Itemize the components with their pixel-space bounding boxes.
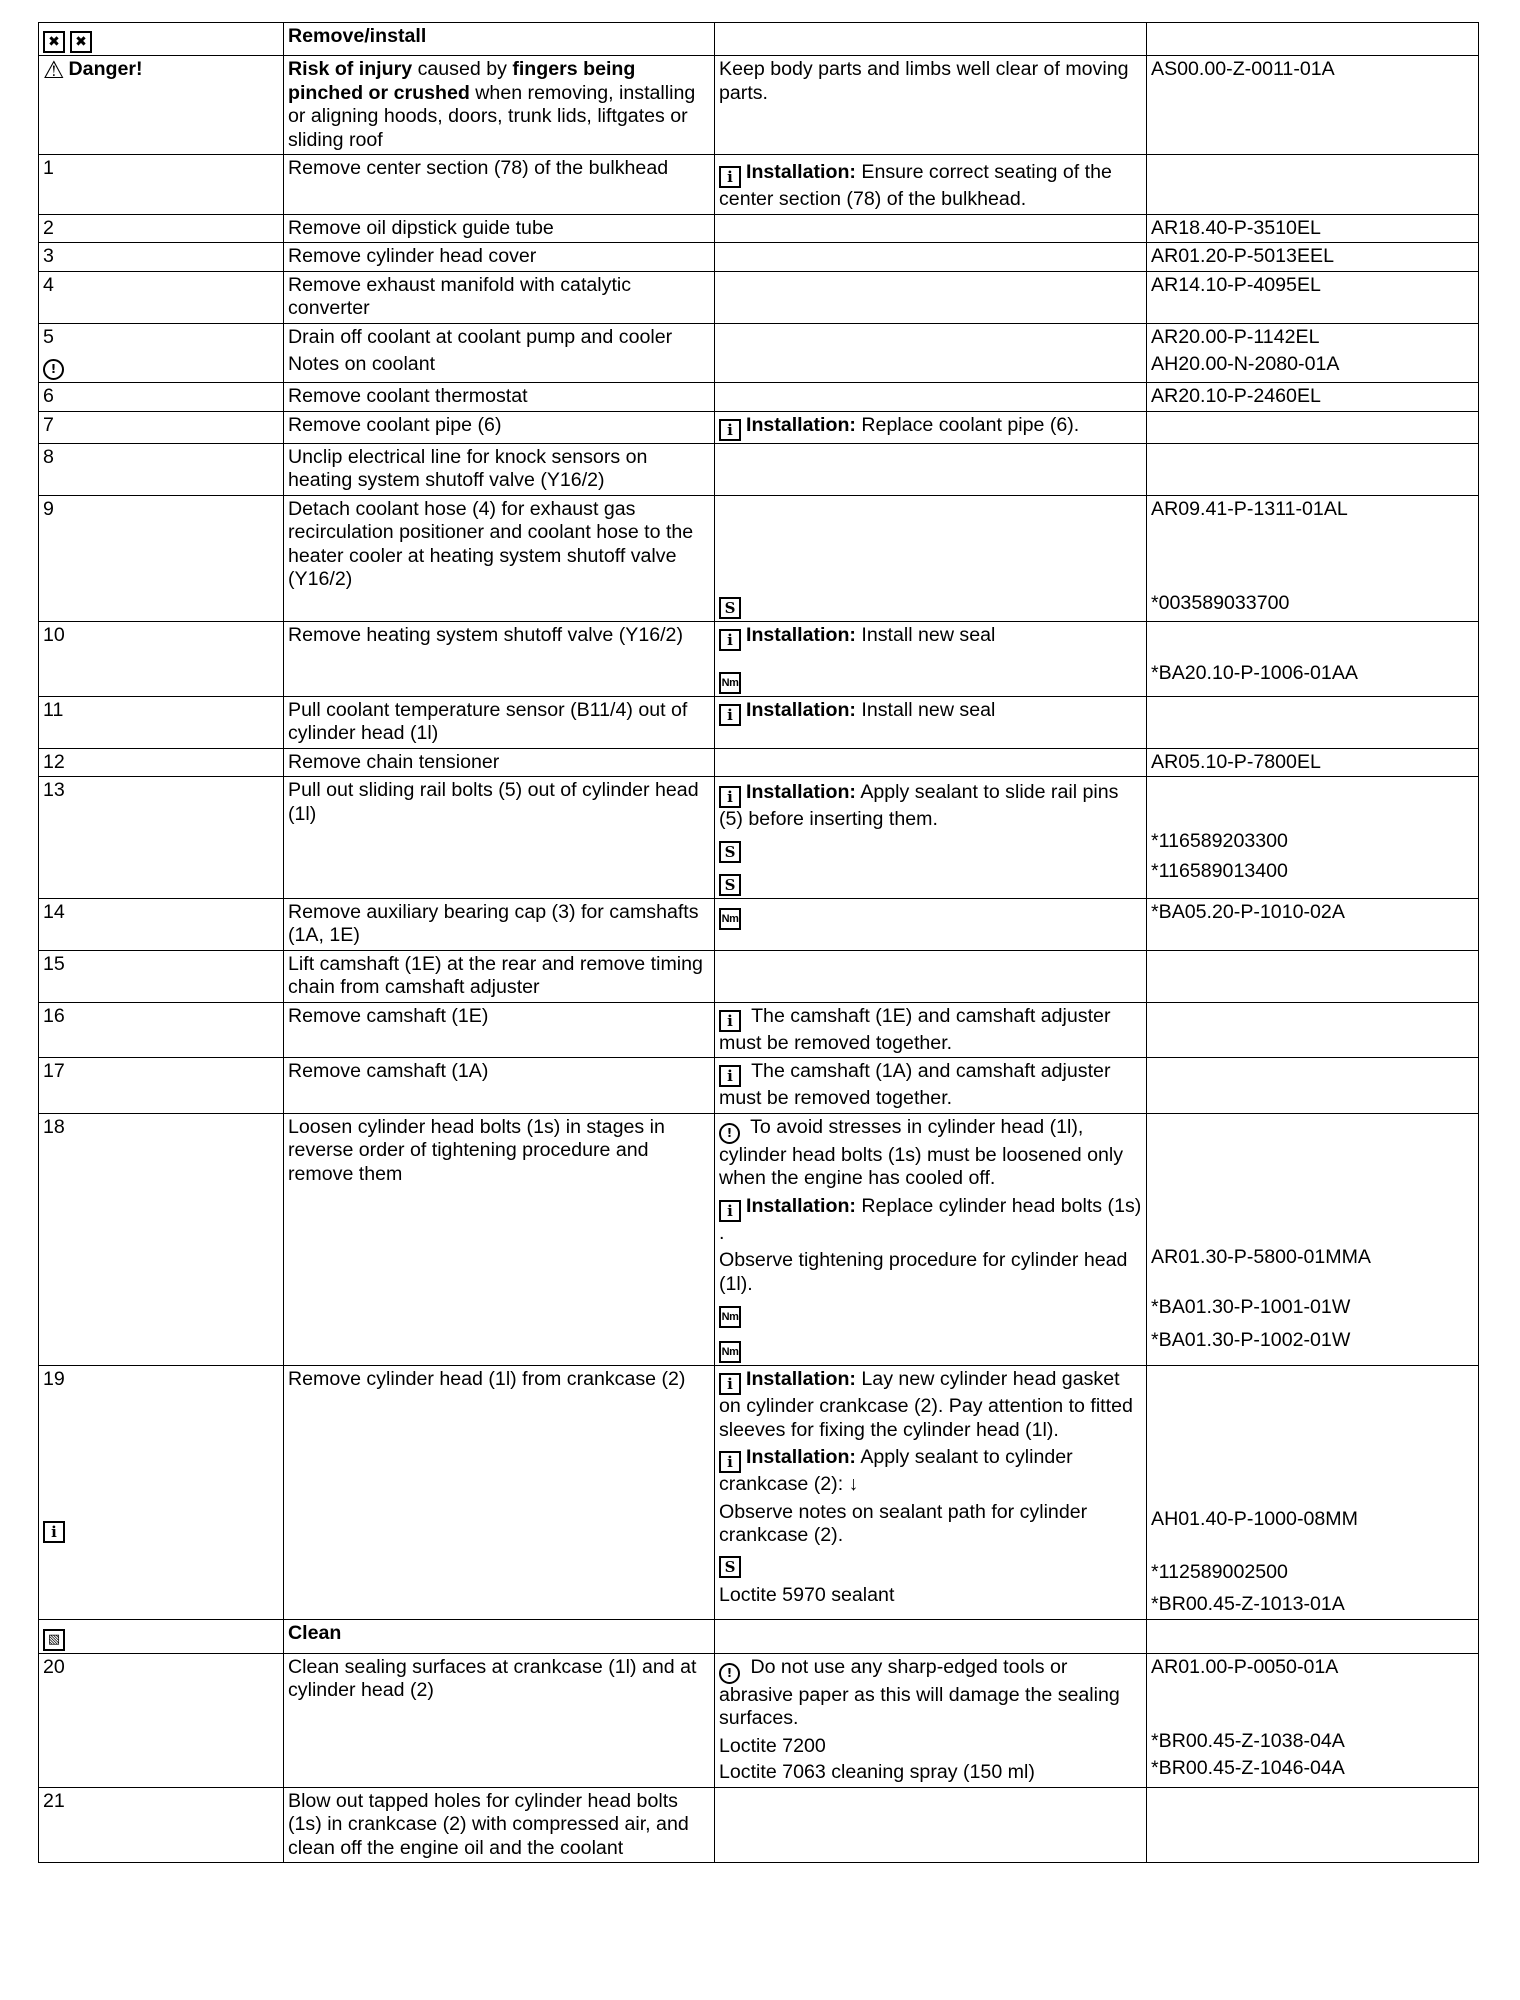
cleaner-ref: *BR00.45-Z-1046-04A	[1151, 1756, 1345, 1779]
step-number: 21	[39, 1787, 284, 1863]
cleaner-name: Loctite 7200	[719, 1734, 826, 1757]
step-number: 2	[39, 214, 284, 243]
step-ref: AR20.00-P-1142EL	[1151, 325, 1320, 348]
tool-ref: *116589013400	[1151, 859, 1288, 882]
step-text: Remove chain tensioner	[284, 748, 715, 777]
step-number: 19	[43, 1368, 65, 1390]
table-row	[39, 383, 1479, 412]
info-icon: i	[719, 1373, 741, 1395]
step-number: 14	[39, 898, 284, 950]
info-icon: i	[43, 1521, 65, 1543]
table-row	[39, 243, 1479, 272]
step-text: Blow out tapped holes for cylinder head bolts (1s) in crankcase (2) with compressed air, and clean off the engine oil and the coolant	[284, 1787, 715, 1863]
table-row	[39, 323, 1479, 383]
table-row-danger	[39, 56, 1479, 155]
step-number: 16	[39, 1002, 284, 1058]
note-icon: !	[719, 1663, 740, 1684]
table-row	[39, 1058, 1479, 1114]
table-row: 20 Clean sealing surfaces at crankcase (1l) and at cylinder head (2) ! Do not use any sharp-edged tools or abrasive paper as this will damage the sealing surfaces. Loctite 7200 Loctite 7063 cleaning spray (150 ml) AR01.00-P-0050-01A *BR00.45-Z-1038-04A *BR00.45-Z-1046-04A	[39, 1653, 1479, 1787]
step-number: 3	[39, 243, 284, 272]
remove-install-icon: ✖	[43, 31, 65, 53]
clean-icon: ▧	[43, 1629, 65, 1651]
section-icon-cell	[39, 23, 284, 56]
step-text: Remove heating system shutoff valve (Y16/2)	[284, 621, 715, 696]
step-ref: AR20.10-P-2460EL	[1147, 383, 1479, 412]
step-note: i Installation: Replace coolant pipe (6).	[715, 411, 1147, 443]
step-number: 15	[39, 950, 284, 1002]
step-note: i The camshaft (1E) and camshaft adjuster must be removed together.	[715, 1002, 1147, 1058]
step-number: 10	[39, 621, 284, 696]
cleaner-name: Loctite 7063 cleaning spray (150 ml)	[719, 1761, 1035, 1783]
table-row	[39, 1787, 1479, 1863]
torque-ref: *BA20.10-P-1006-01AA	[1151, 661, 1358, 684]
step-note: i Installation: Install new seal	[715, 696, 1147, 748]
step-text: Remove camshaft (1A)	[284, 1058, 715, 1114]
table-row: 18 Loosen cylinder head bolts (1s) in stages in reverse order of tightening procedure and remove them ! To avoid stresses in cylinder head (1l), cylinder head bolts (1s) must be loosened only when the engine has cooled off. i Installation: Replace cylinder head bolts (1s) . Observe tightening procedure for cylinder head (1l). Nm Nm AR01.30-P-5800-01MMA *BA01.30-P-1001-01W *BA01.30-P-1002-01W	[39, 1113, 1479, 1366]
info-icon: i	[719, 1200, 741, 1222]
table-row	[39, 748, 1479, 777]
step-number: 12	[39, 748, 284, 777]
step-ref: AR01.20-P-5013EEL	[1147, 243, 1479, 272]
step-ref: AR01.30-P-5800-01MMA	[1151, 1245, 1371, 1268]
danger-note: Keep body parts and limbs well clear of moving parts.	[715, 56, 1147, 155]
step-number: 18	[39, 1113, 284, 1366]
tool-ref: *116589203300	[1151, 830, 1288, 852]
step-text: Pull out sliding rail bolts (5) out of cylinder head (1l)	[284, 777, 715, 899]
step-text: Remove oil dipstick guide tube	[284, 214, 715, 243]
torque-icon: Nm	[719, 1341, 741, 1363]
step-ref: AR05.10-P-7800EL	[1147, 748, 1479, 777]
special-tool-icon: S	[719, 1556, 741, 1578]
special-tool-icon: S	[719, 597, 741, 619]
table-row	[39, 696, 1479, 748]
info-icon: i	[719, 704, 741, 726]
info-icon: i	[719, 166, 741, 188]
step-text-secondary: Notes on coolant	[288, 353, 436, 375]
info-icon: i	[719, 419, 741, 441]
step-ref: AR01.00-P-0050-01A	[1151, 1655, 1339, 1678]
torque-icon: Nm	[719, 672, 741, 694]
step-text: Remove coolant pipe (6)	[284, 411, 715, 443]
torque-icon: Nm	[719, 1306, 741, 1328]
step-text: Pull coolant temperature sensor (B11/4) out of cylinder head (1l)	[284, 696, 715, 748]
step-number: 17	[39, 1058, 284, 1114]
step-number: 1	[39, 155, 284, 215]
section-title: Clean	[284, 1619, 715, 1653]
danger-ref: AS00.00-Z-0011-01A	[1147, 56, 1479, 155]
step-number: 8	[39, 443, 284, 495]
step-text: Remove exhaust manifold with catalytic converter	[284, 271, 715, 323]
table-row	[39, 271, 1479, 323]
remove-install-icon: ✖	[70, 31, 92, 53]
step-text: Detach coolant hose (4) for exhaust gas recirculation positioner and coolant hose to the heater cooler at heating system shutoff valve (Y16/2)	[284, 495, 715, 621]
section-header-remove-install	[39, 23, 1479, 56]
note-icon: !	[719, 1123, 740, 1144]
info-icon: i	[719, 1451, 741, 1473]
step-text: Unclip electrical line for knock sensors on heating system shutoff valve (Y16/2)	[284, 443, 715, 495]
sealant-ref: *BR00.45-Z-1013-01A	[1151, 1593, 1345, 1615]
step-text: Remove cylinder head (1l) from crankcase (2)	[284, 1366, 715, 1620]
step-text: Lift camshaft (1E) at the rear and remove timing chain from camshaft adjuster	[284, 950, 715, 1002]
step-text: Drain off coolant at coolant pump and cooler	[288, 325, 673, 348]
section-header-clean	[39, 1619, 1479, 1653]
note-icon: !	[43, 359, 64, 380]
table-row	[39, 214, 1479, 243]
table-row	[39, 155, 1479, 215]
info-icon: i	[719, 1065, 741, 1087]
torque-ref: *BA01.30-P-1002-01W	[1151, 1328, 1351, 1351]
info-icon: i	[719, 786, 741, 808]
cleaner-ref: *BR00.45-Z-1038-04A	[1151, 1730, 1345, 1752]
step-number: 20	[39, 1653, 284, 1787]
step-text: Remove auxiliary bearing cap (3) for camshafts (1A, 1E)	[284, 898, 715, 950]
step-number: 9	[39, 495, 284, 621]
special-tool-icon: S	[719, 841, 741, 863]
danger-text: Risk of injury caused by fingers being pinched or crushed when removing, installing or aligning hoods, doors, trunk lids, liftgates or sliding roof	[284, 56, 715, 155]
step-ref: AH01.40-P-1000-08MM	[1151, 1508, 1358, 1530]
step-number: 5	[43, 325, 54, 348]
tool-ref: *003589033700	[1151, 592, 1290, 614]
table-row	[39, 411, 1479, 443]
section-title: Remove/install	[284, 23, 715, 56]
torque-icon: Nm	[719, 908, 741, 930]
table-row	[39, 898, 1479, 950]
step-text: Loosen cylinder head bolts (1s) in stages in reverse order of tightening procedure and remove them	[284, 1113, 715, 1366]
step-number: 13	[39, 777, 284, 899]
step-number: 4	[39, 271, 284, 323]
info-icon: i	[719, 1010, 741, 1032]
table-row: 10 Remove heating system shutoff valve (Y16/2) i Installation: Install new seal Nm *BA20.10-P-1006-01AA	[39, 621, 1479, 696]
special-tool-icon: S	[719, 874, 741, 896]
step-text: Remove cylinder head cover	[284, 243, 715, 272]
step-ref: AR14.10-P-4095EL	[1147, 271, 1479, 323]
info-icon: i	[719, 629, 741, 651]
step-text: Remove center section (78) of the bulkhead	[284, 155, 715, 215]
table-row: 19 i Remove cylinder head (1l) from crankcase (2) i Installation: Lay new cylinder head gasket on cylinder crankcase (2). Pay attention to fitted sleeves for fixing the cylinder head (1l). i Installation: Apply sealant to cylinder crankcase (2): ↓ Observe notes on sealant path for cylinder crankcase (2). S Loctite 5970 sealant AH01.40-P-1000-08MM *112589002500 *BR00.45-Z-1013-01A	[39, 1366, 1479, 1620]
table-row	[39, 1002, 1479, 1058]
procedure-table	[38, 22, 1479, 1863]
torque-ref: *BA01.30-P-1001-01W	[1151, 1296, 1351, 1318]
step-ref: AR18.40-P-3510EL	[1147, 214, 1479, 243]
step-number: 11	[39, 696, 284, 748]
step-text: Remove camshaft (1E)	[284, 1002, 715, 1058]
sealant-name: Loctite 5970 sealant	[719, 1583, 895, 1606]
step-ref-secondary: AH20.00-N-2080-01A	[1151, 353, 1340, 375]
step-number: 7	[39, 411, 284, 443]
table-row	[39, 950, 1479, 1002]
step-note: i Installation: Ensure correct seating of the center section (78) of the bulkhead.	[715, 155, 1147, 215]
step-text: Remove coolant thermostat	[284, 383, 715, 412]
tool-ref: *112589002500	[1151, 1560, 1288, 1583]
step-text: Clean sealing surfaces at crankcase (1l) and at cylinder head (2)	[284, 1653, 715, 1787]
step-number: 6	[39, 383, 284, 412]
danger-label: Danger!	[68, 58, 143, 80]
step-note: i The camshaft (1A) and camshaft adjuster must be removed together.	[715, 1058, 1147, 1114]
step-ref: AR09.41-P-1311-01AL	[1151, 497, 1348, 520]
table-row: 13 Pull out sliding rail bolts (5) out of cylinder head (1l) i Installation: Apply sealant to slide rail pins (5) before inserting them. S S *116589203300 *116589013400	[39, 777, 1479, 899]
table-row	[39, 495, 1479, 621]
table-row	[39, 443, 1479, 495]
warning-triangle-icon: ⚠	[43, 56, 65, 84]
torque-ref: *BA05.20-P-1010-02A	[1147, 898, 1479, 950]
